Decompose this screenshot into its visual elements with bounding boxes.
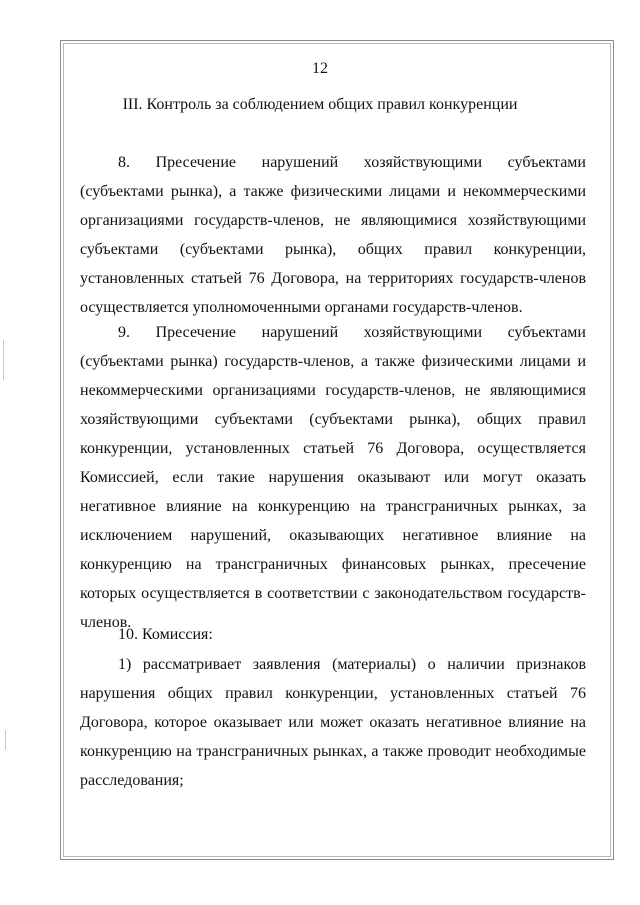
paragraph-10: 10. Комиссия:	[118, 626, 213, 643]
section-title: III. Контроль за соблюдением общих правил конкуренции	[122, 96, 518, 113]
paragraph-10-item-1: 1) рассматривает заявления (материалы) о наличии признаков нарушения общих правил конкуренции, установленных статьей 76 Договора, которое оказывает или может оказать негативное влияние на конкуренцию на трансграничных рынках, а также проводит необходимые расследования;	[80, 656, 586, 789]
scan-mark-left-lower	[5, 730, 6, 750]
page-number: 12	[312, 60, 328, 77]
paragraph-9: 9. Пресечение нарушений хозяйствующими субъектами (субъектами рынка) государств-членов, а также физическими лицами и некоммерческими организациями государств-членов, не являющимися хозяйствующими субъектами (субъектами рынка), общих правил конкуренции, установленных статьей 76 Договора, осуществляется Комиссией, если такие нарушения оказывают или могут оказать негативное влияние на конкуренцию на трансграничных рынках, за исключением нарушений, оказывающих негативное влияние на конкуренцию на трансграничных финансовых рынках, пресечение которых осуществляется в соответствии с законодательством государств-членов.	[80, 324, 586, 631]
scan-mark-left	[3, 340, 4, 380]
paragraph-8: 8. Пресечение нарушений хозяйствующими субъектами (субъектами рынка), а также физическими лицами и некоммерческими организациями государств-членов, не являющимися хозяйствующими субъектами (субъектами рынка), общих правил конкуренции, установленных статьей 76 Договора, на территориях государств-членов осуществляется уполномоченными органами государств-членов.	[80, 154, 586, 316]
